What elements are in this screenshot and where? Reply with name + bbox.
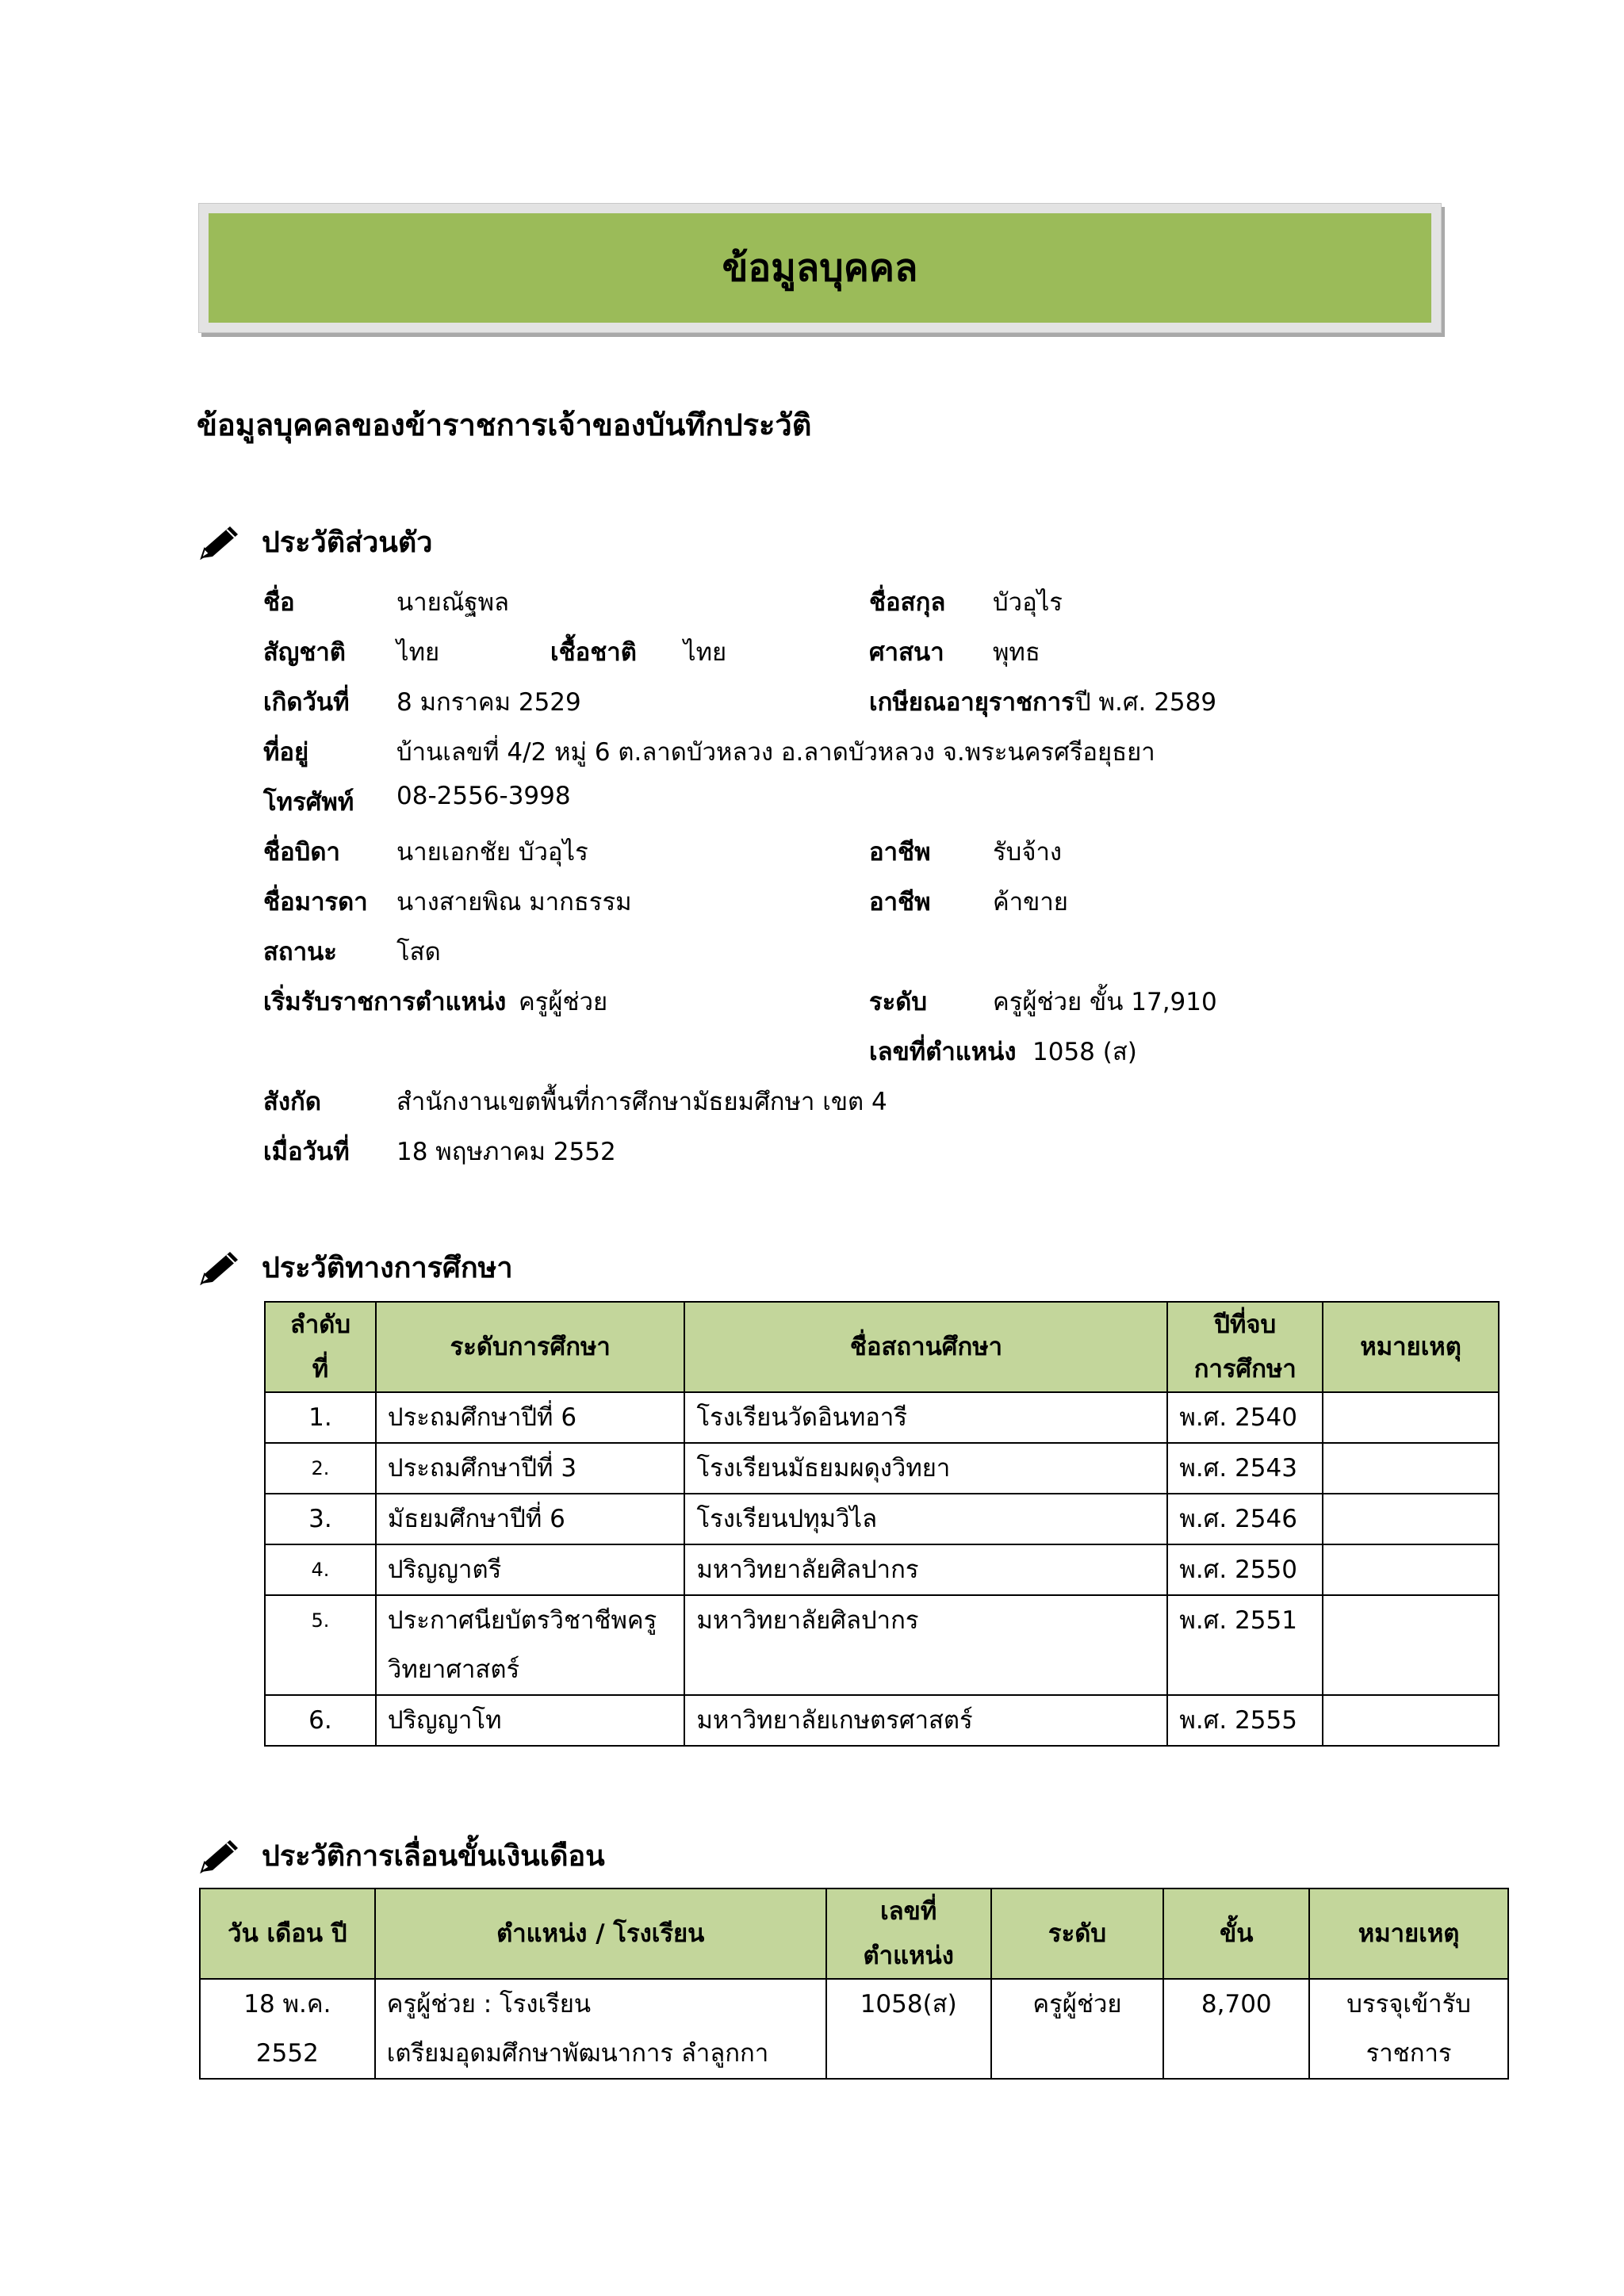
surname-value: บัวอุไร xyxy=(993,588,1063,617)
row-no: 5. xyxy=(265,1595,376,1695)
row-no: 2. xyxy=(265,1443,376,1494)
personal-section-heading xyxy=(198,519,433,564)
banner-title: ข้อมูลบุคคล xyxy=(209,213,1431,323)
nationality-label: สัญชาติ xyxy=(263,638,346,667)
pencil-icon xyxy=(198,523,243,561)
row-year: พ.ศ. 2555 xyxy=(1167,1695,1323,1746)
address-value: บ้านเลขที่ 4/2 หมู่ 6 ต.ลาดบัวหลวง อ.ลาดบัวหลวง จ.พระนครศรีอยุธยา xyxy=(396,738,1155,767)
date-value: 18 พฤษภาคม 2552 xyxy=(396,1138,616,1166)
row-note xyxy=(1323,1392,1499,1443)
row-school: โรงเรียนวัดอินทอารี xyxy=(684,1392,1167,1443)
level-label: ระดับ xyxy=(869,988,928,1016)
page-subtitle: ข้อมูลบุคคลของข้าราชการเจ้าของบันทึกประวัติ xyxy=(197,408,812,442)
row-year: พ.ศ. 2546 xyxy=(1167,1494,1323,1544)
table-row xyxy=(200,1979,1508,2079)
row-school: โรงเรียนปทุมวิไล xyxy=(684,1494,1167,1544)
table-row xyxy=(265,1695,1499,1746)
row-year: พ.ศ. 2540 xyxy=(1167,1392,1323,1443)
education-heading-text: ประวัติทางการศึกษา xyxy=(262,1252,513,1284)
header-school: ชื่อสถานศึกษา xyxy=(684,1302,1167,1392)
address-label: ที่อยู่ xyxy=(263,738,309,767)
pencil-icon xyxy=(198,1837,243,1875)
start-label: เริ่มรับราชการตำแหน่ง xyxy=(263,988,507,1016)
salary-table xyxy=(199,1888,1509,2080)
row-note xyxy=(1323,1494,1499,1544)
row-year: พ.ศ. 2550 xyxy=(1167,1544,1323,1595)
header-note: หมายเหตุ xyxy=(1323,1302,1499,1392)
education-table xyxy=(264,1301,1500,1747)
name-label: ชื่อ xyxy=(263,588,295,617)
salary-section-heading xyxy=(198,1833,605,1878)
status-label: สถานะ xyxy=(263,938,337,966)
race-label: เชื้อชาติ xyxy=(550,638,637,667)
row-level: ครูผู้ช่วย xyxy=(991,1979,1164,2079)
status-value: โสด xyxy=(396,938,441,966)
row-year: พ.ศ. 2543 xyxy=(1167,1443,1323,1494)
retire-label: เกษียณอายุราชการ xyxy=(869,688,1074,717)
posno-value: 1058 (ส) xyxy=(1032,1038,1137,1066)
header-step: ขั้น xyxy=(1163,1888,1309,1979)
table-row xyxy=(265,1544,1499,1595)
pencil-icon xyxy=(198,1249,243,1287)
table-row xyxy=(265,1392,1499,1443)
header-position: ตำแหน่ง / โรงเรียน xyxy=(375,1888,826,1979)
religion-value: พุทธ xyxy=(993,638,1040,667)
row-no: 6. xyxy=(265,1695,376,1746)
father-label: ชื่อบิดา xyxy=(263,838,340,867)
row-note xyxy=(1323,1443,1499,1494)
row-year: พ.ศ. 2551 xyxy=(1167,1595,1323,1695)
start-value: ครูผู้ช่วย xyxy=(519,988,608,1016)
nationality-value: ไทย xyxy=(396,638,440,667)
row-level: ประถมศึกษาปีที่ 6 xyxy=(376,1392,685,1443)
father-job-label: อาชีพ xyxy=(869,838,931,867)
education-section-heading xyxy=(198,1245,513,1290)
mother-label: ชื่อมารดา xyxy=(263,888,368,916)
row-level: ประกาศนียบัตรวิชาชีพครู วิทยาศาสตร์ xyxy=(376,1595,685,1695)
row-step: 8,700 xyxy=(1163,1979,1309,2079)
header-date: วัน เดือน ปี xyxy=(200,1888,375,1979)
birth-value: 8 มกราคม 2529 xyxy=(396,688,581,717)
title-banner xyxy=(198,203,1442,333)
affiliation-value: สำนักงานเขตพื้นที่การศึกษามัธยมศึกษา เขต 4 xyxy=(396,1088,887,1116)
row-note xyxy=(1323,1695,1499,1746)
education-header-row xyxy=(265,1302,1499,1392)
row-school: โรงเรียนมัธยมผดุงวิทยา xyxy=(684,1443,1167,1494)
row-school: มหาวิทยาลัยศิลปากร xyxy=(684,1595,1167,1695)
personal-heading-text: ประวัติส่วนตัว xyxy=(262,526,433,559)
surname-label: ชื่อสกุล xyxy=(869,588,946,617)
mother-job-value: ค้าขาย xyxy=(993,888,1068,916)
header-level: ระดับ xyxy=(991,1888,1164,1979)
header-level: ระดับการศึกษา xyxy=(376,1302,685,1392)
race-value: ไทย xyxy=(684,638,727,667)
salary-heading-text: ประวัติการเลื่อนขั้นเงินเดือน xyxy=(262,1840,605,1873)
header-year: ปีที่จบ การศึกษา xyxy=(1167,1302,1323,1392)
header-note: หมายเหตุ xyxy=(1309,1888,1508,1979)
phone-value: 08-2556-3998 xyxy=(396,782,571,810)
row-level: ประถมศึกษาปีที่ 3 xyxy=(376,1443,685,1494)
table-row xyxy=(265,1443,1499,1494)
row-note xyxy=(1323,1544,1499,1595)
salary-header-row xyxy=(200,1888,1508,1979)
row-school: มหาวิทยาลัยเกษตรศาสตร์ xyxy=(684,1695,1167,1746)
row-no: 3. xyxy=(265,1494,376,1544)
birth-label: เกิดวันที่ xyxy=(263,688,350,717)
table-row xyxy=(265,1494,1499,1544)
affiliation-label: สังกัด xyxy=(263,1088,321,1116)
row-posno: 1058(ส) xyxy=(826,1979,991,2079)
father-value: นายเอกชัย บัวอุไร xyxy=(396,838,588,867)
row-level: ปริญญาตรี xyxy=(376,1544,685,1595)
name-value: นายณัฐพล xyxy=(396,588,510,617)
row-no: 4. xyxy=(265,1544,376,1595)
table-row xyxy=(265,1595,1499,1695)
row-date: 18 พ.ค. 2552 xyxy=(200,1979,375,2079)
mother-value: นางสายพิณ มากธรรม xyxy=(396,888,632,916)
header-posno: เลขที่ ตำแหน่ง xyxy=(826,1888,991,1979)
row-school: มหาวิทยาลัยศิลปากร xyxy=(684,1544,1167,1595)
row-note: บรรจุเข้ารับ ราชการ xyxy=(1309,1979,1508,2079)
row-position: ครูผู้ช่วย : โรงเรียน เตรียมอุดมศึกษาพัฒนาการ ลำลูกกา xyxy=(375,1979,826,2079)
row-note xyxy=(1323,1595,1499,1695)
header-no: ลำดับ ที่ xyxy=(265,1302,376,1392)
father-job-value: รับจ้าง xyxy=(993,838,1063,867)
date-label: เมื่อวันที่ xyxy=(263,1138,350,1166)
phone-label: โทรศัพท์ xyxy=(263,788,354,817)
religion-label: ศาสนา xyxy=(869,638,944,667)
row-level: มัธยมศึกษาปีที่ 6 xyxy=(376,1494,685,1544)
row-no: 1. xyxy=(265,1392,376,1443)
level-value: ครูผู้ช่วย ขั้น 17,910 xyxy=(993,988,1217,1016)
row-level: ปริญญาโท xyxy=(376,1695,685,1746)
mother-job-label: อาชีพ xyxy=(869,888,931,916)
posno-label: เลขที่ตำแหน่ง xyxy=(869,1038,1017,1066)
retire-value: ปี พ.ศ. 2589 xyxy=(1075,688,1217,717)
